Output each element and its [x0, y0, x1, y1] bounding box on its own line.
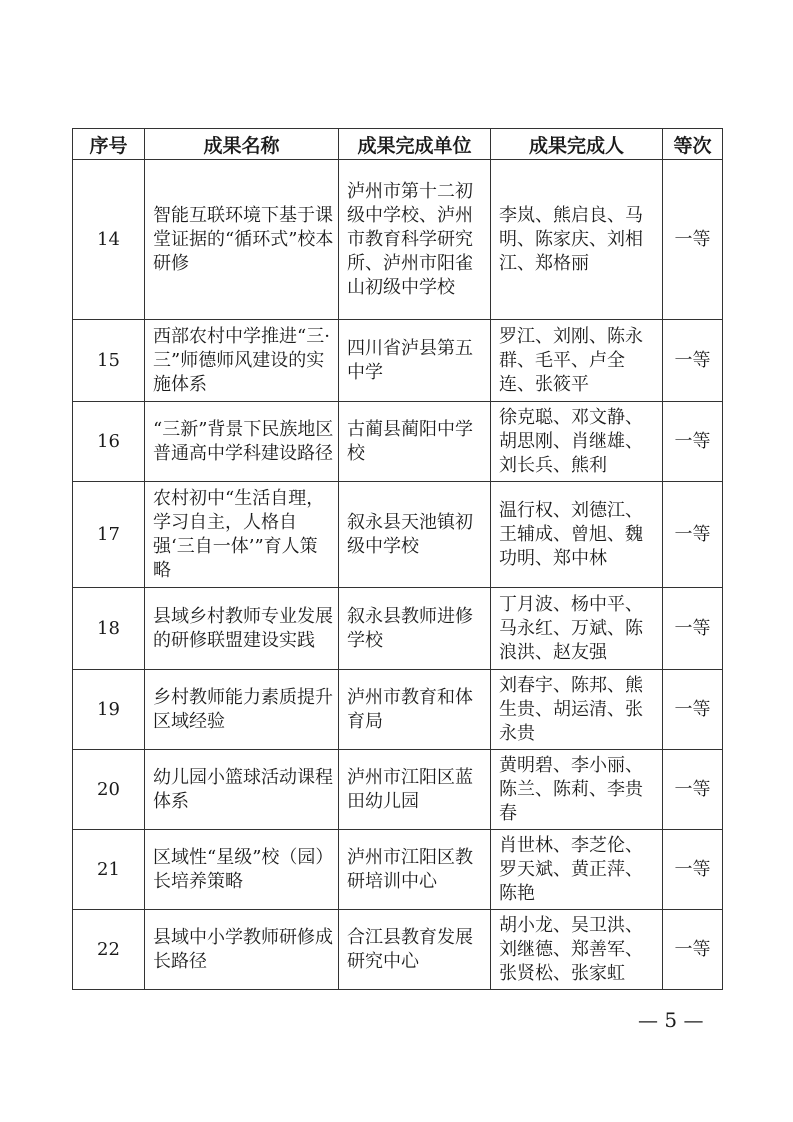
row-serial: 14	[73, 160, 145, 320]
row-name: 农村初中“生活自理，学习自主，人格自强‘三自一体’”育人策略	[145, 482, 339, 588]
header-grade: 等次	[663, 129, 723, 160]
row-serial: 18	[73, 588, 145, 670]
row-grade: 一等	[663, 670, 723, 750]
row-unit: 泸州市江阳区蓝田幼儿园	[339, 750, 491, 830]
row-name: 县域中小学教师研修成长路径	[145, 910, 339, 990]
row-name: 幼儿园小篮球活动课程体系	[145, 750, 339, 830]
row-grade: 一等	[663, 320, 723, 402]
table-row	[73, 910, 723, 990]
row-unit: 叙永县天池镇初级中学校	[339, 482, 491, 588]
row-serial: 20	[73, 750, 145, 830]
row-people: 温行权、刘德江、王辅成、曾旭、魏功明、郑中林	[491, 482, 663, 588]
table-row	[73, 750, 723, 830]
row-serial: 22	[73, 910, 145, 990]
row-grade: 一等	[663, 160, 723, 320]
award-table	[72, 128, 723, 990]
row-people: 胡小龙、吴卫洪、刘继德、郑善军、张贤松、张家虹	[491, 910, 663, 990]
row-serial: 16	[73, 402, 145, 482]
row-unit: 合江县教育发展研究中心	[339, 910, 491, 990]
table-row	[73, 402, 723, 482]
row-name: 区域性“星级”校（园）长培养策略	[145, 830, 339, 910]
page-number: — 5 —	[638, 1008, 704, 1032]
row-people: 罗江、刘刚、陈永群、毛平、卢全连、张筱平	[491, 320, 663, 402]
header-people: 成果完成人	[491, 129, 663, 160]
row-serial: 21	[73, 830, 145, 910]
header-serial: 序号	[73, 129, 145, 160]
row-unit: 古蔺县蔺阳中学校	[339, 402, 491, 482]
row-unit: 泸州市第十二初级中学校、泸州市教育科学研究所、泸州市阳雀山初级中学校	[339, 160, 491, 320]
row-unit: 四川省泸县第五中学	[339, 320, 491, 402]
row-grade: 一等	[663, 482, 723, 588]
header-unit: 成果完成单位	[339, 129, 491, 160]
row-people: 丁月波、杨中平、马永红、万斌、陈浪洪、赵友强	[491, 588, 663, 670]
table-row	[73, 482, 723, 588]
row-name: 乡村教师能力素质提升区域经验	[145, 670, 339, 750]
row-people: 刘春宇、陈邦、熊生贵、胡运清、张永贵	[491, 670, 663, 750]
row-unit: 泸州市教育和体育局	[339, 670, 491, 750]
row-serial: 19	[73, 670, 145, 750]
row-grade: 一等	[663, 910, 723, 990]
row-serial: 17	[73, 482, 145, 588]
row-people: 徐克聪、邓文静、胡思刚、肖继雄、刘长兵、熊利	[491, 402, 663, 482]
row-unit: 泸州市江阳区教研培训中心	[339, 830, 491, 910]
header-name: 成果名称	[145, 129, 339, 160]
row-serial: 15	[73, 320, 145, 402]
table-row	[73, 320, 723, 402]
table-row	[73, 830, 723, 910]
row-people: 肖世林、李芝伦、罗天斌、黄正萍、陈艳	[491, 830, 663, 910]
row-grade: 一等	[663, 830, 723, 910]
row-name: 智能互联环境下基于课堂证据的“循环式”校本研修	[145, 160, 339, 320]
row-name: “三新”背景下民族地区普通高中学科建设路径	[145, 402, 339, 482]
table-row	[73, 588, 723, 670]
row-unit: 叙永县教师进修学校	[339, 588, 491, 670]
row-grade: 一等	[663, 402, 723, 482]
row-grade: 一等	[663, 588, 723, 670]
row-name: 西部农村中学推进“三·三”师德师风建设的实施体系	[145, 320, 339, 402]
row-people: 李岚、熊启良、马明、陈家庆、刘相江、郑格丽	[491, 160, 663, 320]
row-name: 县域乡村教师专业发展的研修联盟建设实践	[145, 588, 339, 670]
table-row	[73, 670, 723, 750]
row-grade: 一等	[663, 750, 723, 830]
row-people: 黄明碧、李小丽、陈兰、陈莉、李贵春	[491, 750, 663, 830]
table-header-row	[73, 129, 723, 160]
table-row	[73, 160, 723, 320]
